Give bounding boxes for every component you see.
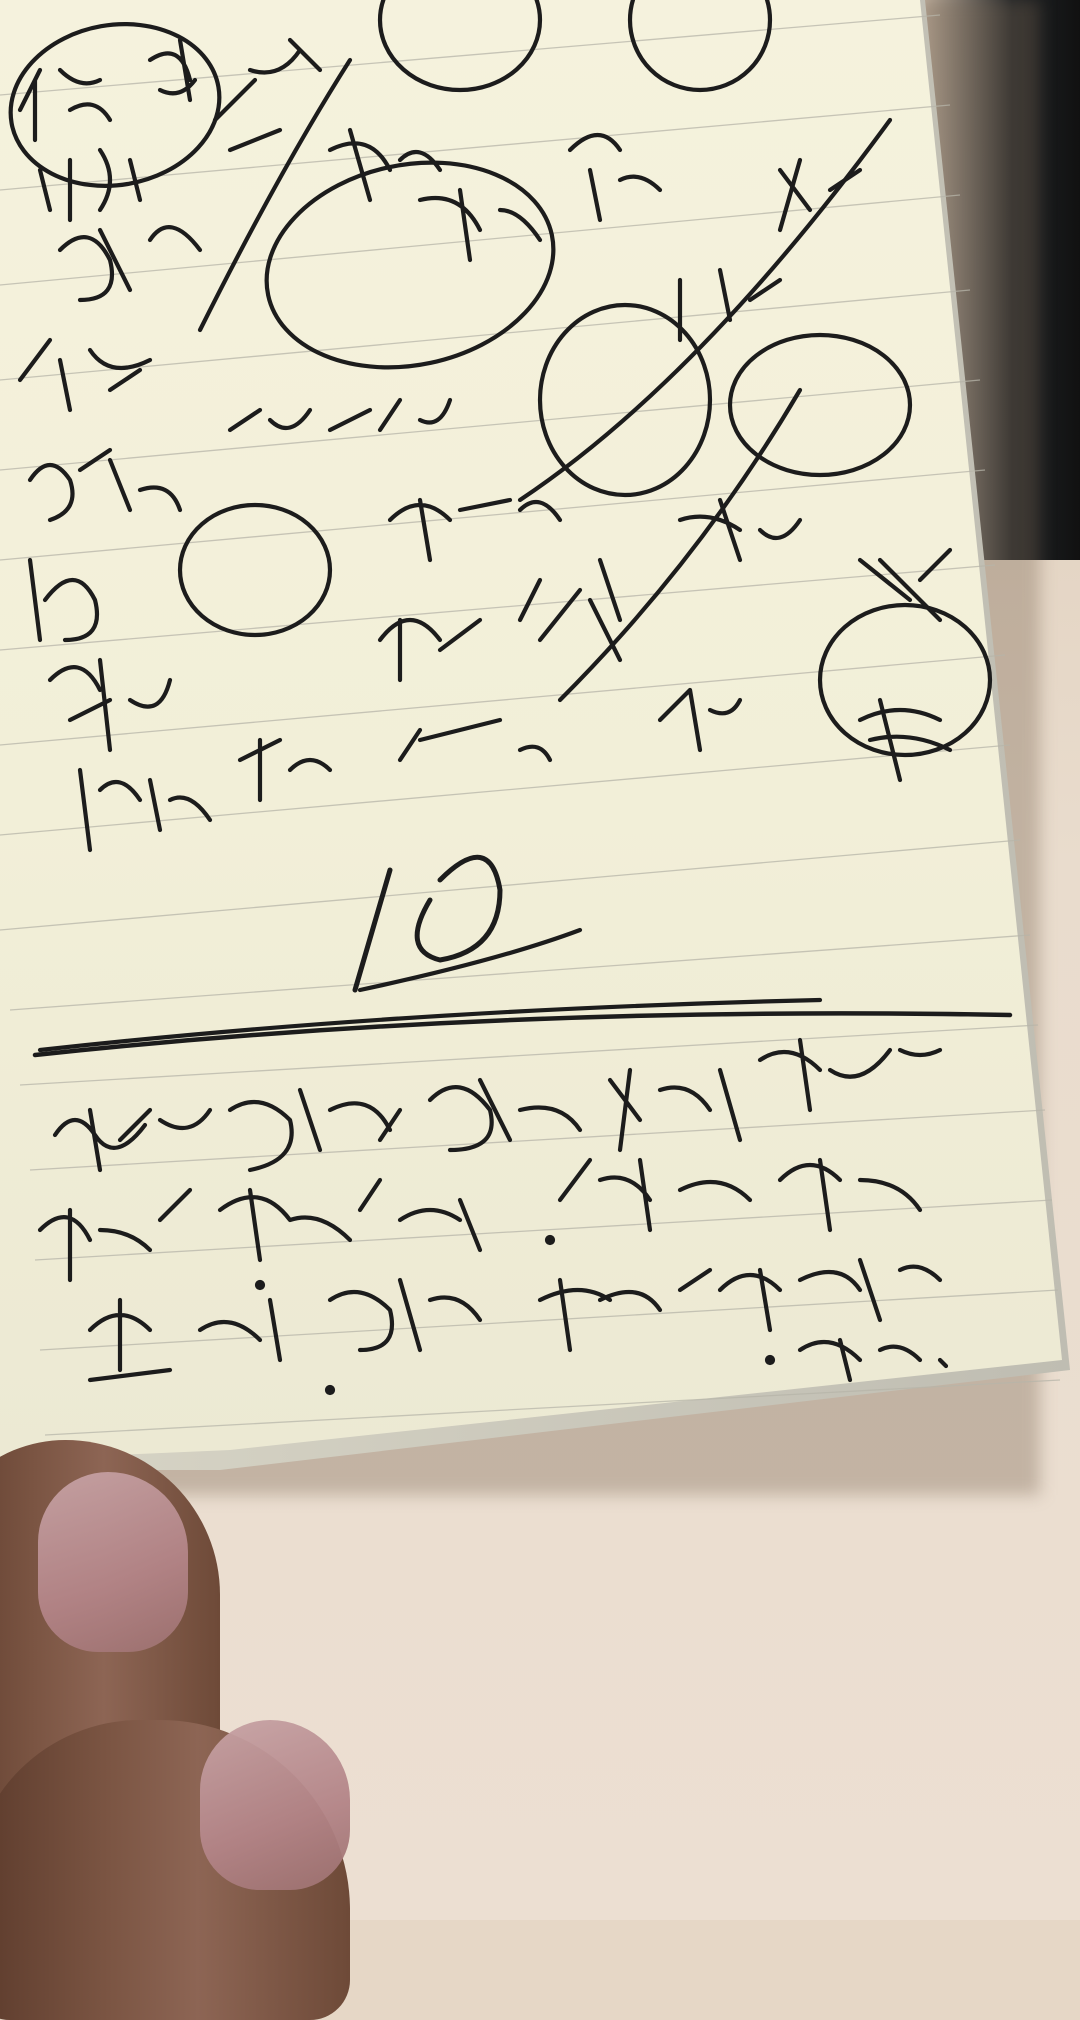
ink-circle xyxy=(380,0,540,90)
ink-circle xyxy=(630,0,770,90)
finger-nail xyxy=(200,1720,350,1890)
photo-subject xyxy=(60,1085,1000,1086)
ink-circle xyxy=(247,137,572,393)
page-number-zero xyxy=(417,857,500,960)
bottom-note-text xyxy=(60,1080,1000,1086)
ink-circle xyxy=(180,505,330,635)
thumb-nail xyxy=(38,1472,188,1652)
ink-circle xyxy=(730,335,910,475)
page-number-one xyxy=(355,870,390,990)
ink-circle xyxy=(820,605,990,755)
